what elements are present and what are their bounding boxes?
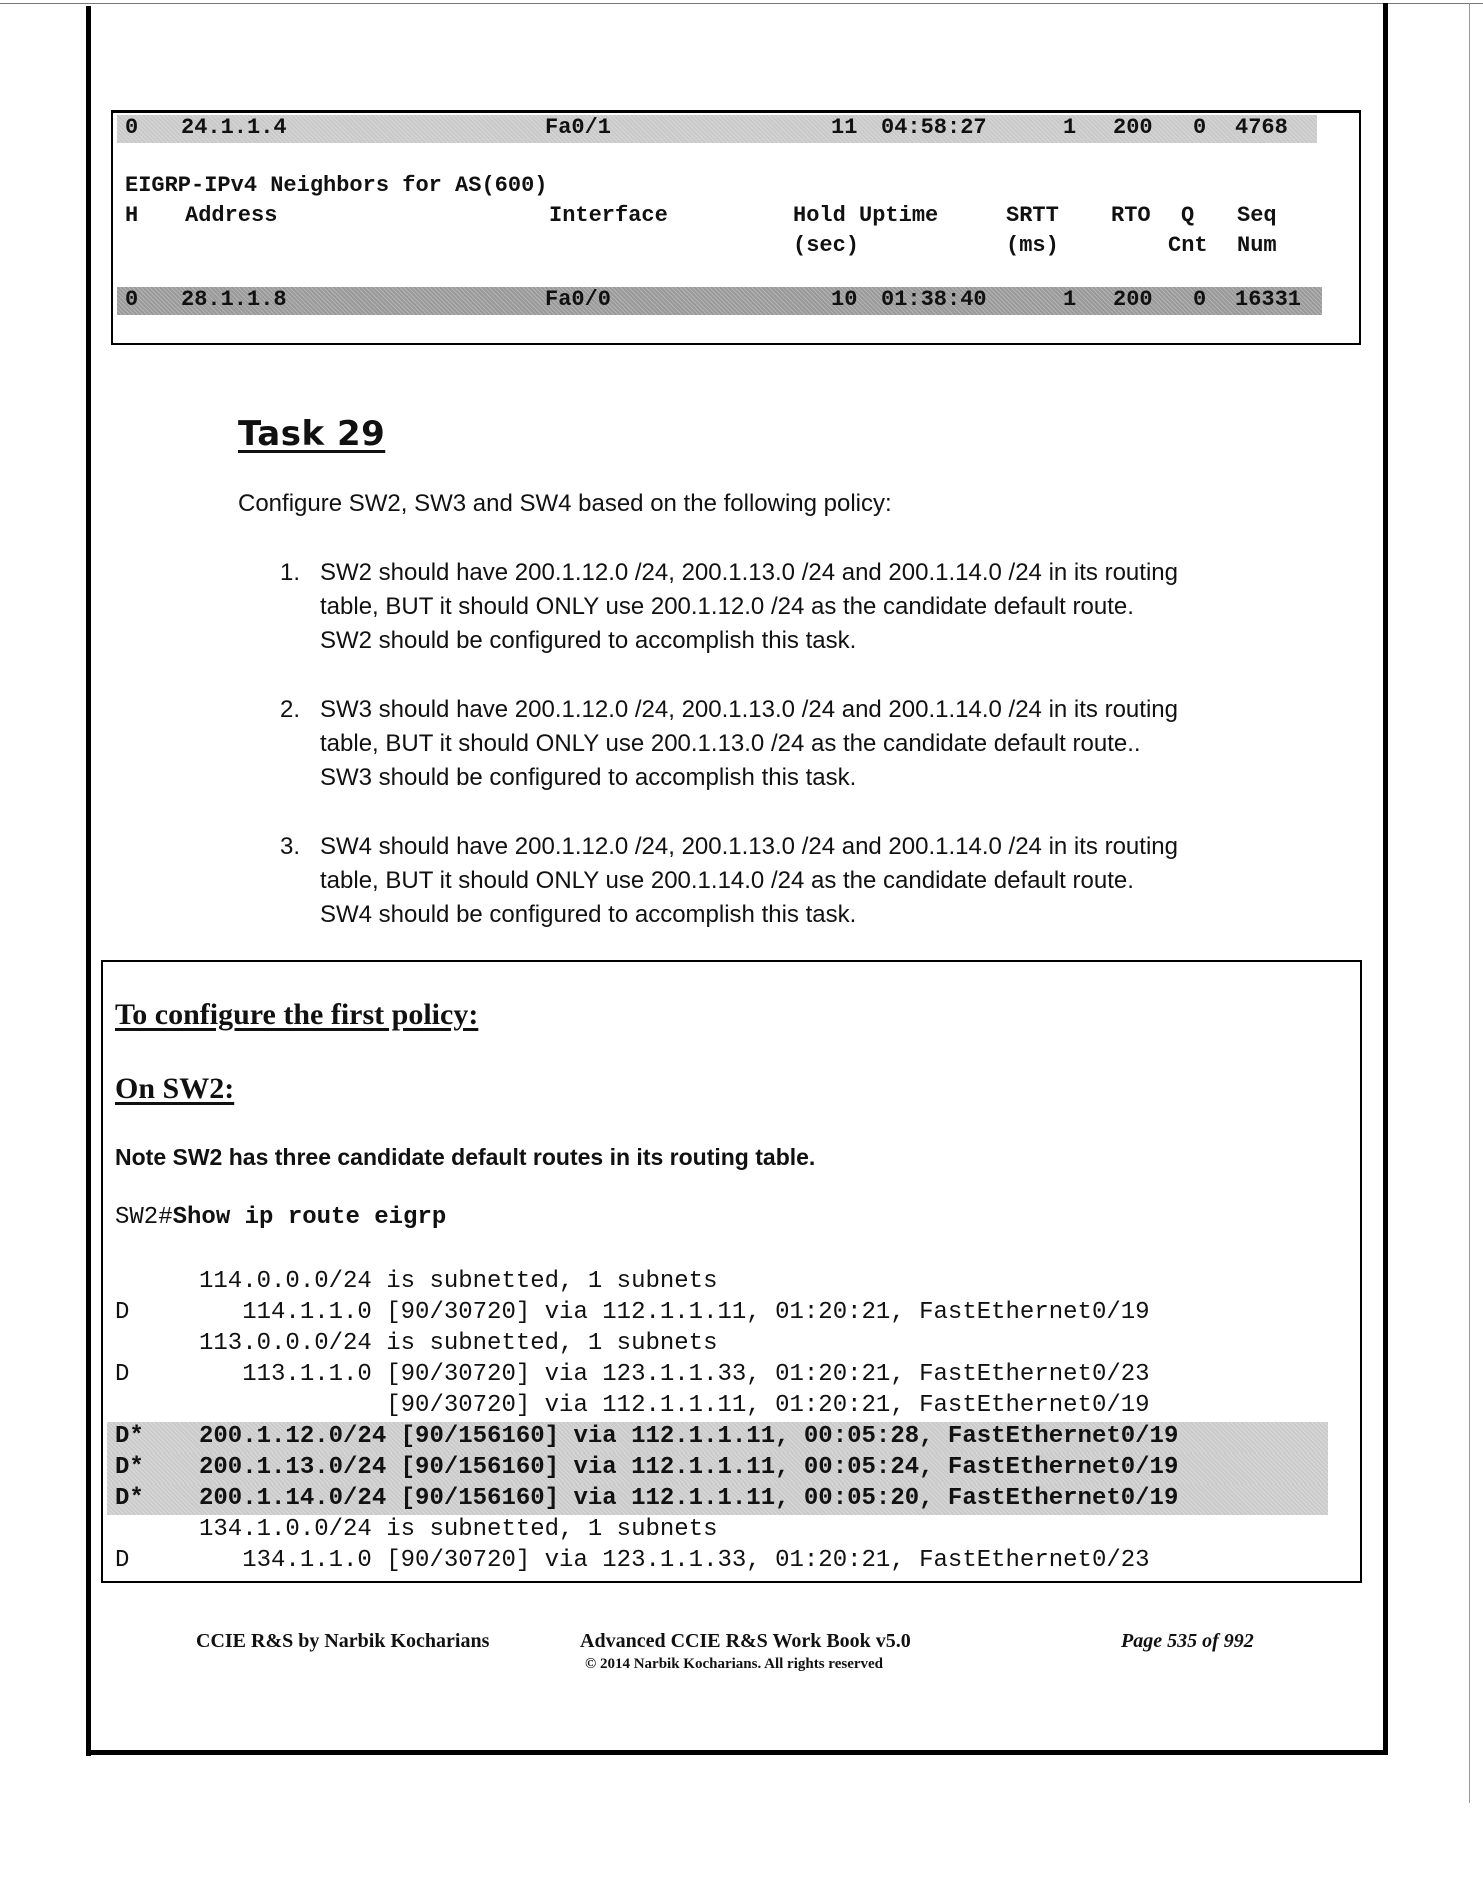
route-line: [90/30720] via 112.1.1.11, 01:20:21, FastEthernet0/19	[199, 1392, 1150, 1419]
route-line: D 114.1.1.0 [90/30720] via 112.1.1.11, 01:20:21, FastEthernet0/19	[115, 1299, 1150, 1326]
neighbor-q-cnt: 0	[1193, 115, 1207, 140]
footer-page-number: Page 535 of 992	[1121, 1630, 1254, 1652]
neighbor-uptime: 04:58:27	[881, 115, 987, 140]
eigrp-neighbors-output	[111, 110, 1361, 345]
neighbors-title: EIGRP-IPv4 Neighbors for AS(600)	[125, 173, 548, 198]
policy-line: SW3 should have 200.1.12.0 /24, 200.1.13.0 /24 and 200.1.14.0 /24 in its routing	[320, 696, 1178, 723]
footer-author: CCIE R&S by Narbik Kocharians	[196, 1630, 490, 1652]
device-heading: On SW2:	[115, 1072, 235, 1105]
route-line: 134.1.0.0/24 is subnetted, 1 subnets	[199, 1516, 718, 1543]
policy-line: table, BUT it should ONLY use 200.1.14.0 /24 as the candidate default route.	[320, 867, 1134, 894]
policy-line: table, BUT it should ONLY use 200.1.12.0 /24 as the candidate default route.	[320, 593, 1134, 620]
header-h: H	[125, 203, 139, 228]
neighbor-rto: 200	[1113, 115, 1153, 140]
section-heading: To configure the first policy:	[115, 998, 479, 1031]
cli-command	[115, 1204, 446, 1231]
header-rto: RTO	[1111, 203, 1151, 228]
neighbor-rto: 200	[1113, 287, 1153, 312]
header-q-cnt: Cnt	[1168, 233, 1208, 258]
neighbor-h: 0	[125, 287, 139, 312]
header-interface: Interface	[549, 203, 668, 228]
scan-right-edge	[1469, 3, 1470, 1803]
route-line: 114.0.0.0/24 is subnetted, 1 subnets	[199, 1268, 718, 1295]
page-border-bottom	[86, 1750, 1388, 1755]
header-srtt-unit: (ms)	[1006, 233, 1059, 258]
policy-line: SW2 should be configured to accomplish this task.	[320, 627, 857, 654]
header-q: Q	[1181, 203, 1195, 228]
page-border-right	[1383, 3, 1388, 1755]
policy-number: 1.	[280, 559, 301, 586]
policy-line: table, BUT it should ONLY use 200.1.13.0 /24 as the candidate default route..	[320, 730, 1141, 757]
solution-box	[101, 960, 1362, 1583]
neighbor-h: 0	[125, 115, 139, 140]
policy-number: 2.	[280, 696, 301, 723]
neighbor-hold: 11	[831, 115, 858, 140]
neighbor-seq-num: 4768	[1235, 115, 1288, 140]
neighbor-interface: Fa0/1	[545, 115, 612, 140]
note-text: Note SW2 has three candidate default routes in its routing table.	[115, 1144, 816, 1170]
neighbor-q-cnt: 0	[1193, 287, 1207, 312]
neighbor-address: 24.1.1.4	[181, 115, 287, 140]
task-intro: Configure SW2, SW3 and SW4 based on the following policy:	[238, 490, 892, 517]
neighbor-interface: Fa0/0	[545, 287, 612, 312]
policy-line: SW2 should have 200.1.12.0 /24, 200.1.13.0 /24 and 200.1.14.0 /24 in its routing	[320, 559, 1178, 586]
neighbor-srtt: 1	[1063, 115, 1077, 140]
scan-top-edge	[0, 3, 1483, 4]
neighbor-uptime: 01:38:40	[881, 287, 987, 312]
route-line: 113.0.0.0/24 is subnetted, 1 subnets	[199, 1330, 718, 1357]
page-border-left	[86, 6, 91, 1756]
neighbor-hold: 10	[831, 287, 858, 312]
policy-line: SW4 should have 200.1.12.0 /24, 200.1.13.0 /24 and 200.1.14.0 /24 in its routing	[320, 833, 1178, 860]
header-address: Address	[185, 203, 278, 228]
cli-prompt: SW2#	[115, 1204, 173, 1231]
header-srtt: SRTT	[1006, 203, 1059, 228]
neighbor-srtt: 1	[1063, 287, 1077, 312]
route-line-highlighted: D* 200.1.13.0/24 [90/156160] via 112.1.1.11, 00:05:24, FastEthernet0/19	[103, 1452, 1328, 1483]
policy-number: 3.	[280, 833, 301, 860]
header-seq-num: Num	[1237, 233, 1277, 258]
neighbor-seq-num: 16331	[1235, 287, 1302, 312]
route-line-highlighted: D* 200.1.14.0/24 [90/156160] via 112.1.1.11, 00:05:20, FastEthernet0/19	[103, 1483, 1328, 1514]
policy-line: SW4 should be configured to accomplish this task.	[320, 901, 857, 928]
neighbor-address: 28.1.1.8	[181, 287, 287, 312]
route-line: D 113.1.1.0 [90/30720] via 123.1.1.33, 01:20:21, FastEthernet0/23	[115, 1361, 1150, 1388]
header-seq: Seq	[1237, 203, 1277, 228]
policy-line: SW3 should be configured to accomplish this task.	[320, 764, 857, 791]
route-line-highlighted: D* 200.1.12.0/24 [90/156160] via 112.1.1.11, 00:05:28, FastEthernet0/19	[103, 1421, 1328, 1452]
route-line: D 134.1.1.0 [90/30720] via 123.1.1.33, 01:20:21, FastEthernet0/23	[115, 1547, 1150, 1574]
header-hold-uptime: Hold Uptime	[793, 203, 939, 228]
cli-command-text: Show ip route eigrp	[172, 1204, 447, 1231]
header-hold-unit: (sec)	[793, 233, 860, 258]
footer-book-title: Advanced CCIE R&S Work Book v5.0	[580, 1630, 911, 1652]
task-title: Task 29	[238, 414, 386, 454]
footer-copyright: © 2014 Narbik Kocharians. All rights reserved	[585, 1656, 884, 1672]
